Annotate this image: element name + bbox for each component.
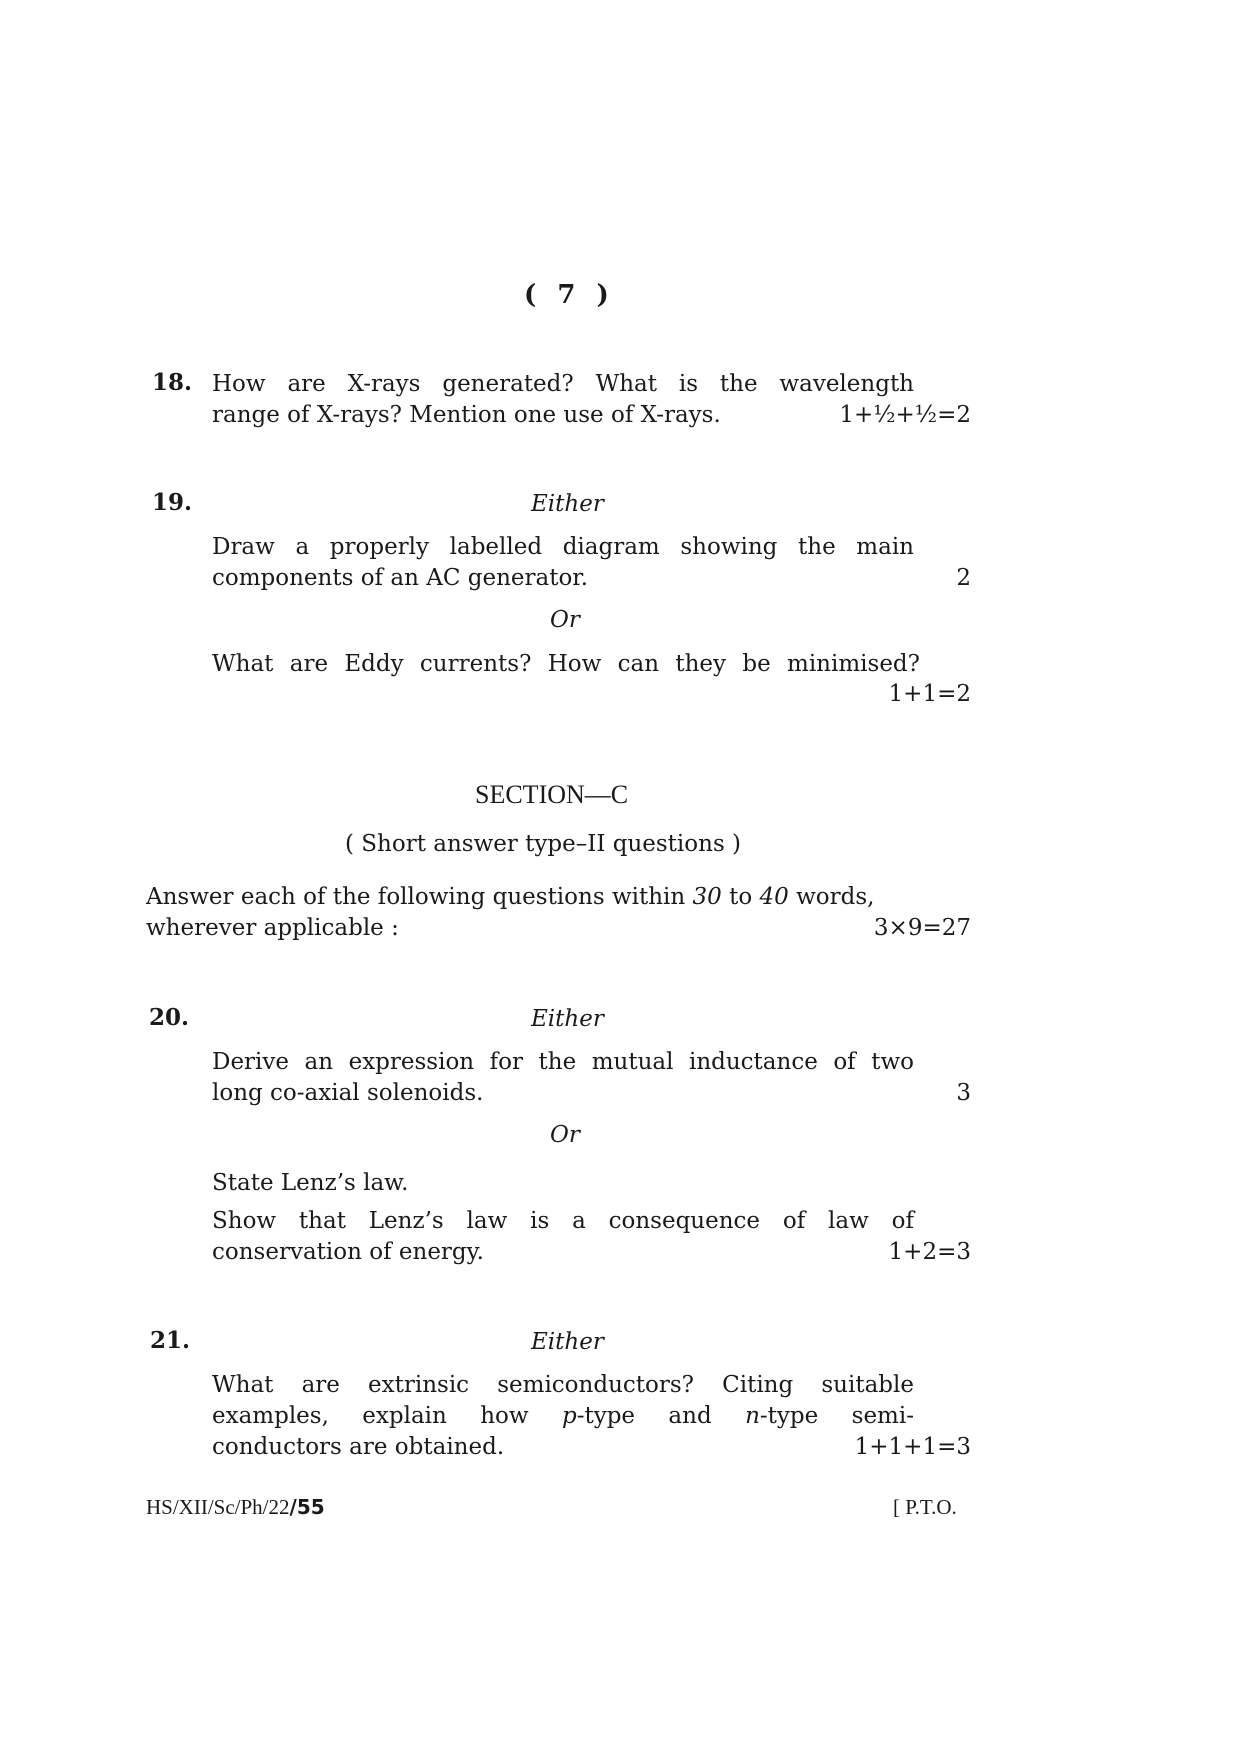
section-title: SECTION—C [475, 780, 629, 809]
q18-line-1: How are X-rays generated? What is the wavelength [212, 371, 914, 397]
q21-marks: 1+1+1=3 [854, 1434, 971, 1460]
q21-either: Either [531, 1329, 604, 1355]
q20-b-line-3: conservation of energy. [212, 1239, 484, 1265]
question-number-18: 18. [152, 369, 193, 396]
question-number-20: 20. [149, 1004, 190, 1031]
question-number-21: 21. [150, 1327, 191, 1354]
q19-a-marks: 2 [956, 565, 971, 591]
q21-line-1: What are extrinsic semiconductors? Citing suitable [212, 1372, 914, 1398]
q20-a-line-2: long co-axial solenoids. [212, 1080, 484, 1106]
pto-label: [ P.T.O. [893, 1495, 957, 1519]
paper-code: HS/XII/Sc/Ph/22/55 [146, 1495, 325, 1519]
question-number-19: 19. [152, 489, 193, 516]
section-subtitle: ( Short answer type–II questions ) [345, 831, 742, 857]
q19-a-line-1: Draw a properly labelled diagram showing the main [212, 534, 914, 560]
q20-b-marks: 1+2=3 [888, 1239, 971, 1265]
section-instruction-line-2: wherever applicable : [146, 915, 399, 941]
q20-a-marks: 3 [956, 1080, 971, 1106]
q21-line-3: conductors are obtained. [212, 1434, 505, 1460]
section-marks: 3×9=27 [873, 915, 971, 941]
q18-line-2: range of X-rays? Mention one use of X-rays. [212, 402, 721, 428]
q20-a-line-1: Derive an expression for the mutual inductance of two [212, 1049, 914, 1075]
q19-b-line-1: What are Eddy currents? How can they be minimised? [212, 651, 920, 677]
q20-b-line-1: State Lenz’s law. [212, 1170, 409, 1196]
q19-or: Or [550, 607, 580, 633]
page-number: ( 7 ) [524, 280, 615, 310]
q19-b-marks: 1+1=2 [888, 681, 971, 707]
q21-line-2: examples, explain how p-type and n-type semi- [212, 1403, 914, 1429]
q18-marks: 1+½+½=2 [839, 402, 971, 428]
section-instruction-line-1: Answer each of the following questions within 30 to 40 words, [146, 884, 875, 910]
q20-or: Or [550, 1122, 580, 1148]
q19-a-line-2: components of an AC generator. [212, 565, 589, 591]
q19-either: Either [531, 491, 604, 517]
q20-b-line-2: Show that Lenz’s law is a consequence of law of [212, 1208, 914, 1234]
q20-either: Either [531, 1006, 604, 1032]
